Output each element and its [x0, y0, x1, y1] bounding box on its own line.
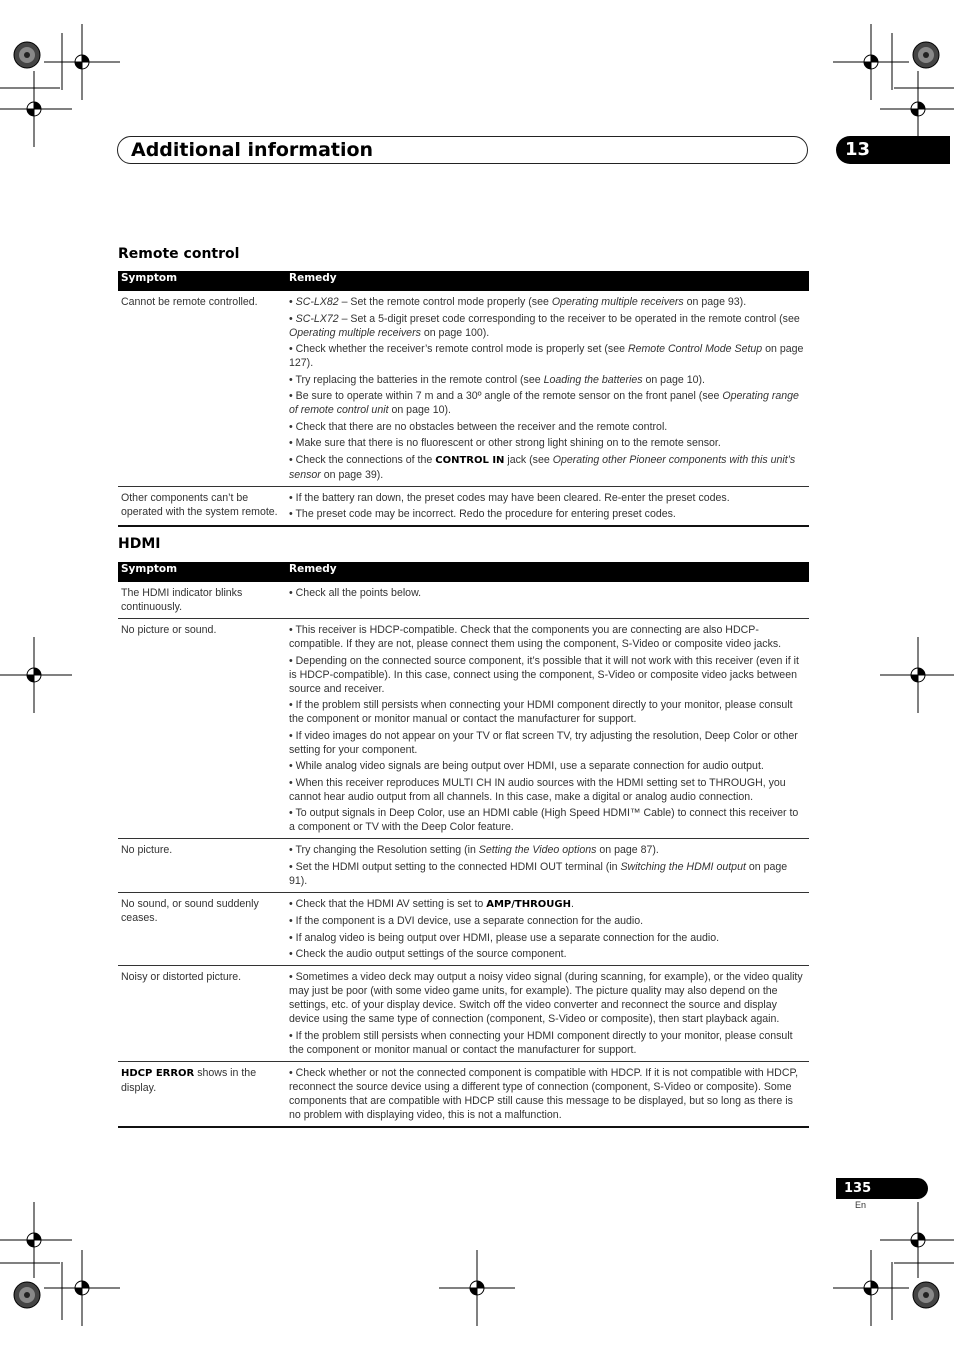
remote-control-table [118, 271, 809, 527]
symptom-cell: Cannot be remote controlled. [118, 291, 286, 486]
symptom-cell: No picture or sound. [118, 619, 286, 839]
remedy-item: • Check that the HDMI AV setting is set to AMP/THROUGH. [289, 897, 574, 910]
remedy-cell [286, 839, 809, 893]
remedy-cell [286, 486, 809, 526]
remedy-cell [286, 291, 809, 486]
symptom-cell: Noisy or distorted picture. [118, 966, 286, 1062]
remedy-item: • If the problem still persists when connecting your HDMI component directly to your monitor, please consult the component or monitor manual or contact the manufacturer for support. [289, 699, 793, 725]
symptom-cell: Other components can’t be operated with the system remote. [118, 486, 286, 526]
table-row [118, 619, 809, 839]
page-number: 135 [844, 1181, 872, 1196]
remedy-item: • SC-LX72 – Set a 5-digit preset code corresponding to the receiver to be operated in the remote control (see Operating multiple receivers on page 100). [289, 312, 800, 339]
remedy-item: • If the problem still persists when connecting your HDMI component directly to your monitor, please consult the component or monitor manual or contact the manufacturer for support. [289, 1029, 793, 1056]
remedy-item: • If the component is a DVI device, use a separate connection for the audio. [289, 915, 644, 927]
remedy-item: • Try replacing the batteries in the remote control (see Loading the batteries on page 10). [289, 373, 705, 386]
remedy-item: • Check whether the receiver’s remote control mode is properly set (see Remote Control Mode Setup on page 127). [289, 343, 804, 369]
table-row [118, 486, 809, 526]
symptom-cell: No sound, or sound suddenly ceases. [118, 892, 286, 966]
remedy-item: • When this receiver reproduces MULTI CH IN audio sources with the HDMI setting set to THROUGH, you cannot hear audio output from all channels. In this case, make a digital or analog audio connection. [289, 776, 786, 803]
table-row [118, 291, 809, 486]
remedy-column-header: Remedy [286, 271, 809, 291]
remedy-cell [286, 1061, 809, 1127]
remedy-item: • While analog video signals are being output over HDMI, use a separate connection for audio output. [289, 760, 764, 772]
symptom-column-header: Symptom [118, 271, 286, 291]
remedy-item: • Check that there are no obstacles between the receiver and the remote control. [289, 420, 668, 433]
table-header-row [118, 271, 809, 291]
remedy-item: • Sometimes a video deck may output a noisy video signal (during scanning, for example), or the video quality may just be poor (with some video game units, for example). The picture quality may also depend on the settings, etc. of your display device. Switch off the video converter and reconnect the source and display device using the same type of connection (component, S-Video or composite), then start playback again. [289, 971, 803, 1025]
remedy-item: • To output signals in Deep Color, use an HDMI cable (High Speed HDMI™ Cable) to connect this receiver to a component or TV with the Deep Color feature. [289, 807, 799, 833]
remedy-item: • Check the connections of the CONTROL IN jack (see Operating other Pioneer components with this unit’s sensor on page 39). [289, 453, 796, 481]
hdmi-rows [118, 582, 809, 1127]
remedy-item: • The preset code may be incorrect. Redo the procedure for entering preset codes. [289, 508, 676, 520]
symptom-column-header: Symptom [118, 562, 286, 582]
table-row [118, 892, 809, 966]
symptom-cell: HDCP ERROR shows in the display. [118, 1061, 286, 1127]
symptom-cell: The HDMI indicator blinks continuously. [118, 582, 286, 619]
remedy-item: • Try changing the Resolution setting (in Setting the Video options on page 87). [289, 844, 659, 856]
remedy-item: • If the battery ran down, the preset codes may have been cleared. Re-enter the preset codes. [289, 491, 730, 504]
remedy-item: • Depending on the connected source component, it’s possible that it will not work with this receiver (even if it is HDCP-compatible). In this case, connect using the component, S-Video or composite video jacks between source and receiver. [289, 654, 799, 695]
remedy-cell [286, 619, 809, 839]
remedy-item: • Check the audio output settings of the source component. [289, 948, 567, 960]
remedy-cell [286, 966, 809, 1062]
remedy-item: • SC-LX82 – Set the remote control mode properly (see Operating multiple receivers on page 93). [289, 296, 747, 308]
remedy-item: • If analog video is being output over HDMI, please use a separate connection for the audio. [289, 931, 720, 944]
remedy-item: • If video images do not appear on your TV or flat screen TV, try adjusting the resolution, Deep Color or other setting for your component. [289, 729, 798, 756]
symptom-cell: No picture. [118, 839, 286, 893]
remedy-item: • Check all the points below. [289, 587, 422, 599]
remedy-item: • Check whether or not the connected component is compatible with HDCP. If it is not compatible with HDCP, reconnect the source device using a different type of connection (component, S-Video or composite). Some components that are compatible with HDCP still cause this message to be displayed, but so long as there is no problem with displaying video, this is not a malfunction. [289, 1066, 799, 1121]
remedy-item: • Make sure that there is no fluorescent or other strong light shining on to the remote sensor. [289, 437, 721, 449]
table-row [118, 966, 809, 1062]
remedy-item: • Be sure to operate within 7 m and a 30º angle of the remote sensor on the front panel (see Operating range of remote control unit on page 10). [289, 390, 799, 416]
remedy-column-header: Remedy [286, 562, 809, 582]
language-label: En [855, 1200, 867, 1210]
remedy-cell [286, 582, 809, 619]
remedy-item: • This receiver is HDCP-compatible. Check that the components you are connecting are also HDCP-compatible. If they are not, please connect them using the component, S-Video or composite video jacks. [289, 624, 782, 650]
hdmi-table [118, 562, 809, 1128]
table-row [118, 582, 809, 619]
page-title: Additional information [131, 139, 374, 161]
remedy-item: • Set the HDMI output setting to the connected HDMI OUT terminal (in Switching the HDMI output on page 91). [289, 860, 788, 887]
table-row [118, 839, 809, 893]
chapter-number: 13 [845, 139, 871, 160]
table-row [118, 1061, 809, 1127]
remote-control-heading: Remote control [118, 246, 240, 262]
table-header-row [118, 562, 809, 582]
remedy-cell [286, 892, 809, 966]
hdmi-heading: HDMI [118, 536, 161, 552]
remote-control-rows [118, 291, 809, 526]
